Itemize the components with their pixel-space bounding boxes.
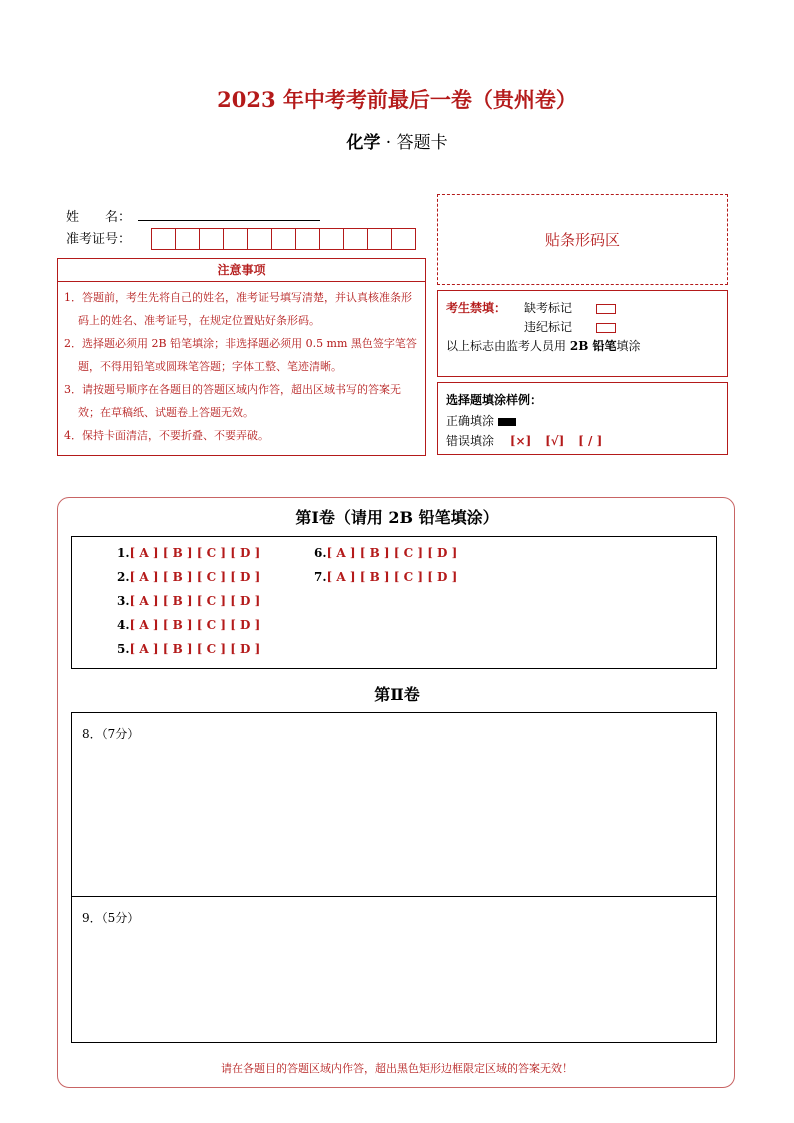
question-options[interactable]: [ A ] [ B ] [ C ] [ D ] <box>129 546 261 560</box>
choice-question-4[interactable] <box>117 618 260 632</box>
name-label: 姓 名： <box>66 210 132 225</box>
subtitle-rest: 答题卡 <box>396 133 448 153</box>
violation-mark-label: 违纪标记 <box>524 320 573 334</box>
violation-mark-box[interactable] <box>596 323 616 333</box>
exam-id-cell[interactable] <box>175 228 200 250</box>
question-options[interactable]: [ A ] [ B ] [ C ] [ D ] <box>129 570 261 584</box>
exam-id-cell[interactable] <box>247 228 272 250</box>
page-subtitle <box>0 128 794 153</box>
exam-id-cell[interactable] <box>271 228 296 250</box>
fill-sample-panel <box>437 382 728 455</box>
exam-id-cell[interactable] <box>319 228 344 250</box>
proctor-note <box>446 337 641 354</box>
question-options[interactable]: [ A ] [ B ] [ C ] [ D ] <box>129 618 261 632</box>
notice-item: 1．答题前，考生先将自己的姓名，准考证号填写清楚，并认真核准条形码上的姓名、准考证号，在规定位置贴好条形码。 <box>64 291 412 327</box>
notice-item: 4．保持卡面清洁，不要折叠、不要弄破。 <box>64 429 269 442</box>
wrong-fill-label: 错误填涂 <box>446 434 495 448</box>
subtitle-separator: · <box>385 133 392 153</box>
exam-id-cell[interactable] <box>295 228 320 250</box>
page-title: 2023 年中考考前最后一卷（贵州卷） <box>217 87 577 112</box>
notice-item: 3．请按题号顺序在各题目的答题区域内作答，超出区域书写的答案无效；在草稿纸、试题卷上答题无效。 <box>64 383 401 419</box>
wrong-mark-slash: [ / ] <box>578 434 603 448</box>
question-number: 6. <box>314 546 327 560</box>
exam-id-cell[interactable] <box>223 228 248 250</box>
wrong-mark-cross: [×] <box>509 434 532 448</box>
answer-area-q8[interactable] <box>71 712 717 897</box>
question-options[interactable]: [ A ] [ B ] [ C ] [ D ] <box>326 546 458 560</box>
exam-id-cell[interactable] <box>367 228 392 250</box>
question-number: 3. <box>117 594 130 608</box>
exam-id-cell[interactable] <box>391 228 416 250</box>
question-9-label: 9．（5分） <box>82 911 140 925</box>
choice-question-5[interactable] <box>117 642 260 656</box>
choice-question-7[interactable] <box>314 570 457 584</box>
proctor-note-prefix: 以上标志由监考人员用 <box>446 339 567 353</box>
question-number: 5. <box>117 642 130 656</box>
examinee-restricted-label: 考生禁填： <box>446 301 507 315</box>
choice-question-6[interactable] <box>314 546 457 560</box>
question-number: 4. <box>117 618 130 632</box>
footer-warning: 请在各题目的答题区域内作答，超出黑色矩形边框限定区域的答案无效！ <box>221 1062 573 1075</box>
question-options[interactable]: [ A ] [ B ] [ C ] [ D ] <box>129 642 261 656</box>
exam-id-cell[interactable] <box>151 228 176 250</box>
proctor-note-bold: 2B 铅笔 <box>569 339 617 353</box>
notice-panel <box>57 258 426 456</box>
barcode-area <box>437 194 728 285</box>
examinee-restricted-panel <box>437 290 728 377</box>
absent-mark-label: 缺考标记 <box>524 301 573 315</box>
fill-sample-heading: 选择题填涂样例： <box>446 393 543 407</box>
question-number: 7. <box>314 570 327 584</box>
choice-question-3[interactable] <box>117 594 260 608</box>
question-options[interactable]: [ A ] [ B ] [ C ] [ D ] <box>129 594 261 608</box>
question-number: 1. <box>117 546 130 560</box>
question-8-label: 8．（7分） <box>82 727 140 741</box>
violation-mark-row <box>524 318 616 335</box>
name-field[interactable] <box>138 219 320 221</box>
section1-title: 第Ⅰ卷（请用 2B 铅笔填涂） <box>295 508 499 527</box>
absent-mark-box[interactable] <box>596 304 616 314</box>
choice-question-1[interactable] <box>117 546 260 560</box>
exam-id-cell[interactable] <box>199 228 224 250</box>
filled-mark-icon <box>498 418 516 426</box>
exam-id-label: 准考证号： <box>66 232 132 247</box>
question-number: 2. <box>117 570 130 584</box>
absent-mark-row <box>524 299 616 316</box>
notice-heading: 注意事项 <box>58 259 425 282</box>
exam-id-cells[interactable] <box>151 228 415 250</box>
correct-fill-row <box>446 412 516 429</box>
answer-area-q9[interactable] <box>71 896 717 1043</box>
notice-item: 2．选择题必须用 2B 铅笔填涂；非选择题必须用 0.5 mm 黑色签字笔答题，不得用铅笔或圆珠笔答题；字体工整、笔迹清晰。 <box>64 337 417 373</box>
proctor-note-suffix: 填涂 <box>616 339 641 353</box>
subject-name: 化学 <box>346 133 381 153</box>
choice-question-2[interactable] <box>117 570 260 584</box>
question-options[interactable]: [ A ] [ B ] [ C ] [ D ] <box>326 570 458 584</box>
exam-id-cell[interactable] <box>343 228 368 250</box>
correct-fill-label: 正确填涂 <box>446 414 495 428</box>
section2-title: 第Ⅱ卷 <box>374 685 420 704</box>
barcode-label: 贴条形码区 <box>544 231 620 249</box>
wrong-mark-check: [√] <box>545 434 565 448</box>
wrong-fill-row <box>446 432 602 449</box>
